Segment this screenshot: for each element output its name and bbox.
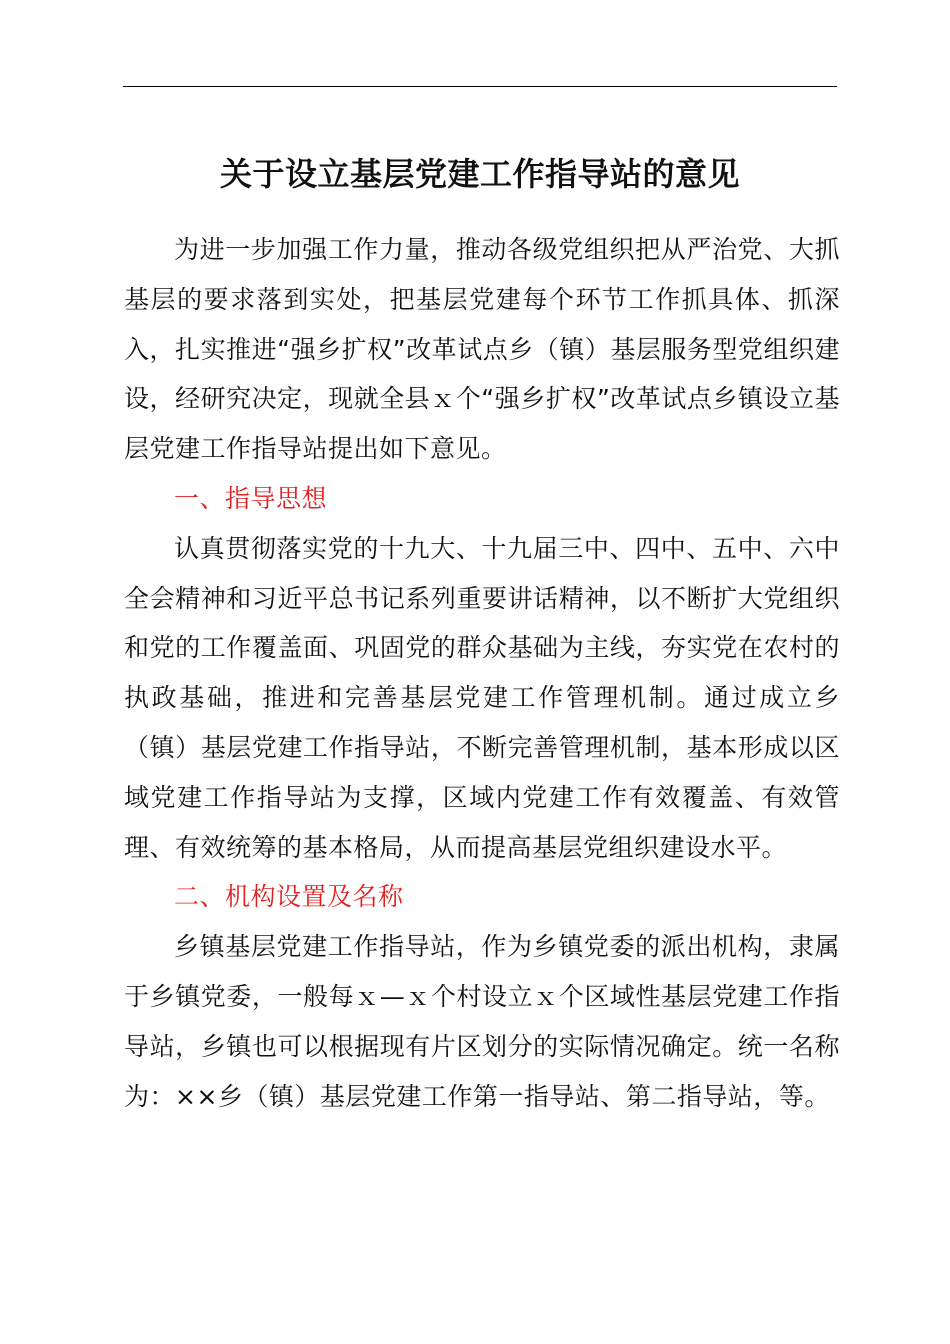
section-paragraph-guiding-thought: 认真贯彻落实党的十九大、十九届三中、四中、五中、六中全会精神和习近平总书记系列重要讲话精神，以不断扩大党组织和党的工作覆盖面、巩固党的群众基础为主线，夯实党在农村的执政基础，推进和完善基层党建工作管理机制。通过成立乡（镇）基层党建工作指导站，不断完善管理机制，基本形成以区域党建工作指导站为支撑，区域内党建工作有效覆盖、有效管理、有效统筹的基本格局，从而提高基层党组织建设水平。: [124, 533, 840, 862]
section-heading-organization: 二、机构设置及名称: [174, 882, 404, 912]
document-title: 关于设立基层党建工作指导站的意见: [219, 155, 740, 193]
header-rule: [123, 86, 837, 87]
document-body: [124, 225, 840, 1121]
intro-paragraph: 为进一步加强工作力量，推动各级党组织把从严治党、大抓基层的要求落到实处，把基层党建每个环节工作抓具体、抓深入，扎实推进“强乡扩权”改革试点乡（镇）基层服务型党组织建设，经研究决定，现就全县ｘ个“强乡扩权”改革试点乡镇设立基层党建工作指导站提出如下意见。: [124, 235, 840, 464]
section-heading-guiding-thought: 一、指导思想: [174, 483, 328, 513]
section-paragraph-organization: 乡镇基层党建工作指导站，作为乡镇党委的派出机构，隶属于乡镇党委，一般每ｘ—ｘ个村设立ｘ个区域性基层党建工作指导站，乡镇也可以根据现有片区划分的实际情况确定。统一名称为：××乡（镇）基层党建工作第一指导站、第二指导站，等。: [124, 932, 840, 1111]
